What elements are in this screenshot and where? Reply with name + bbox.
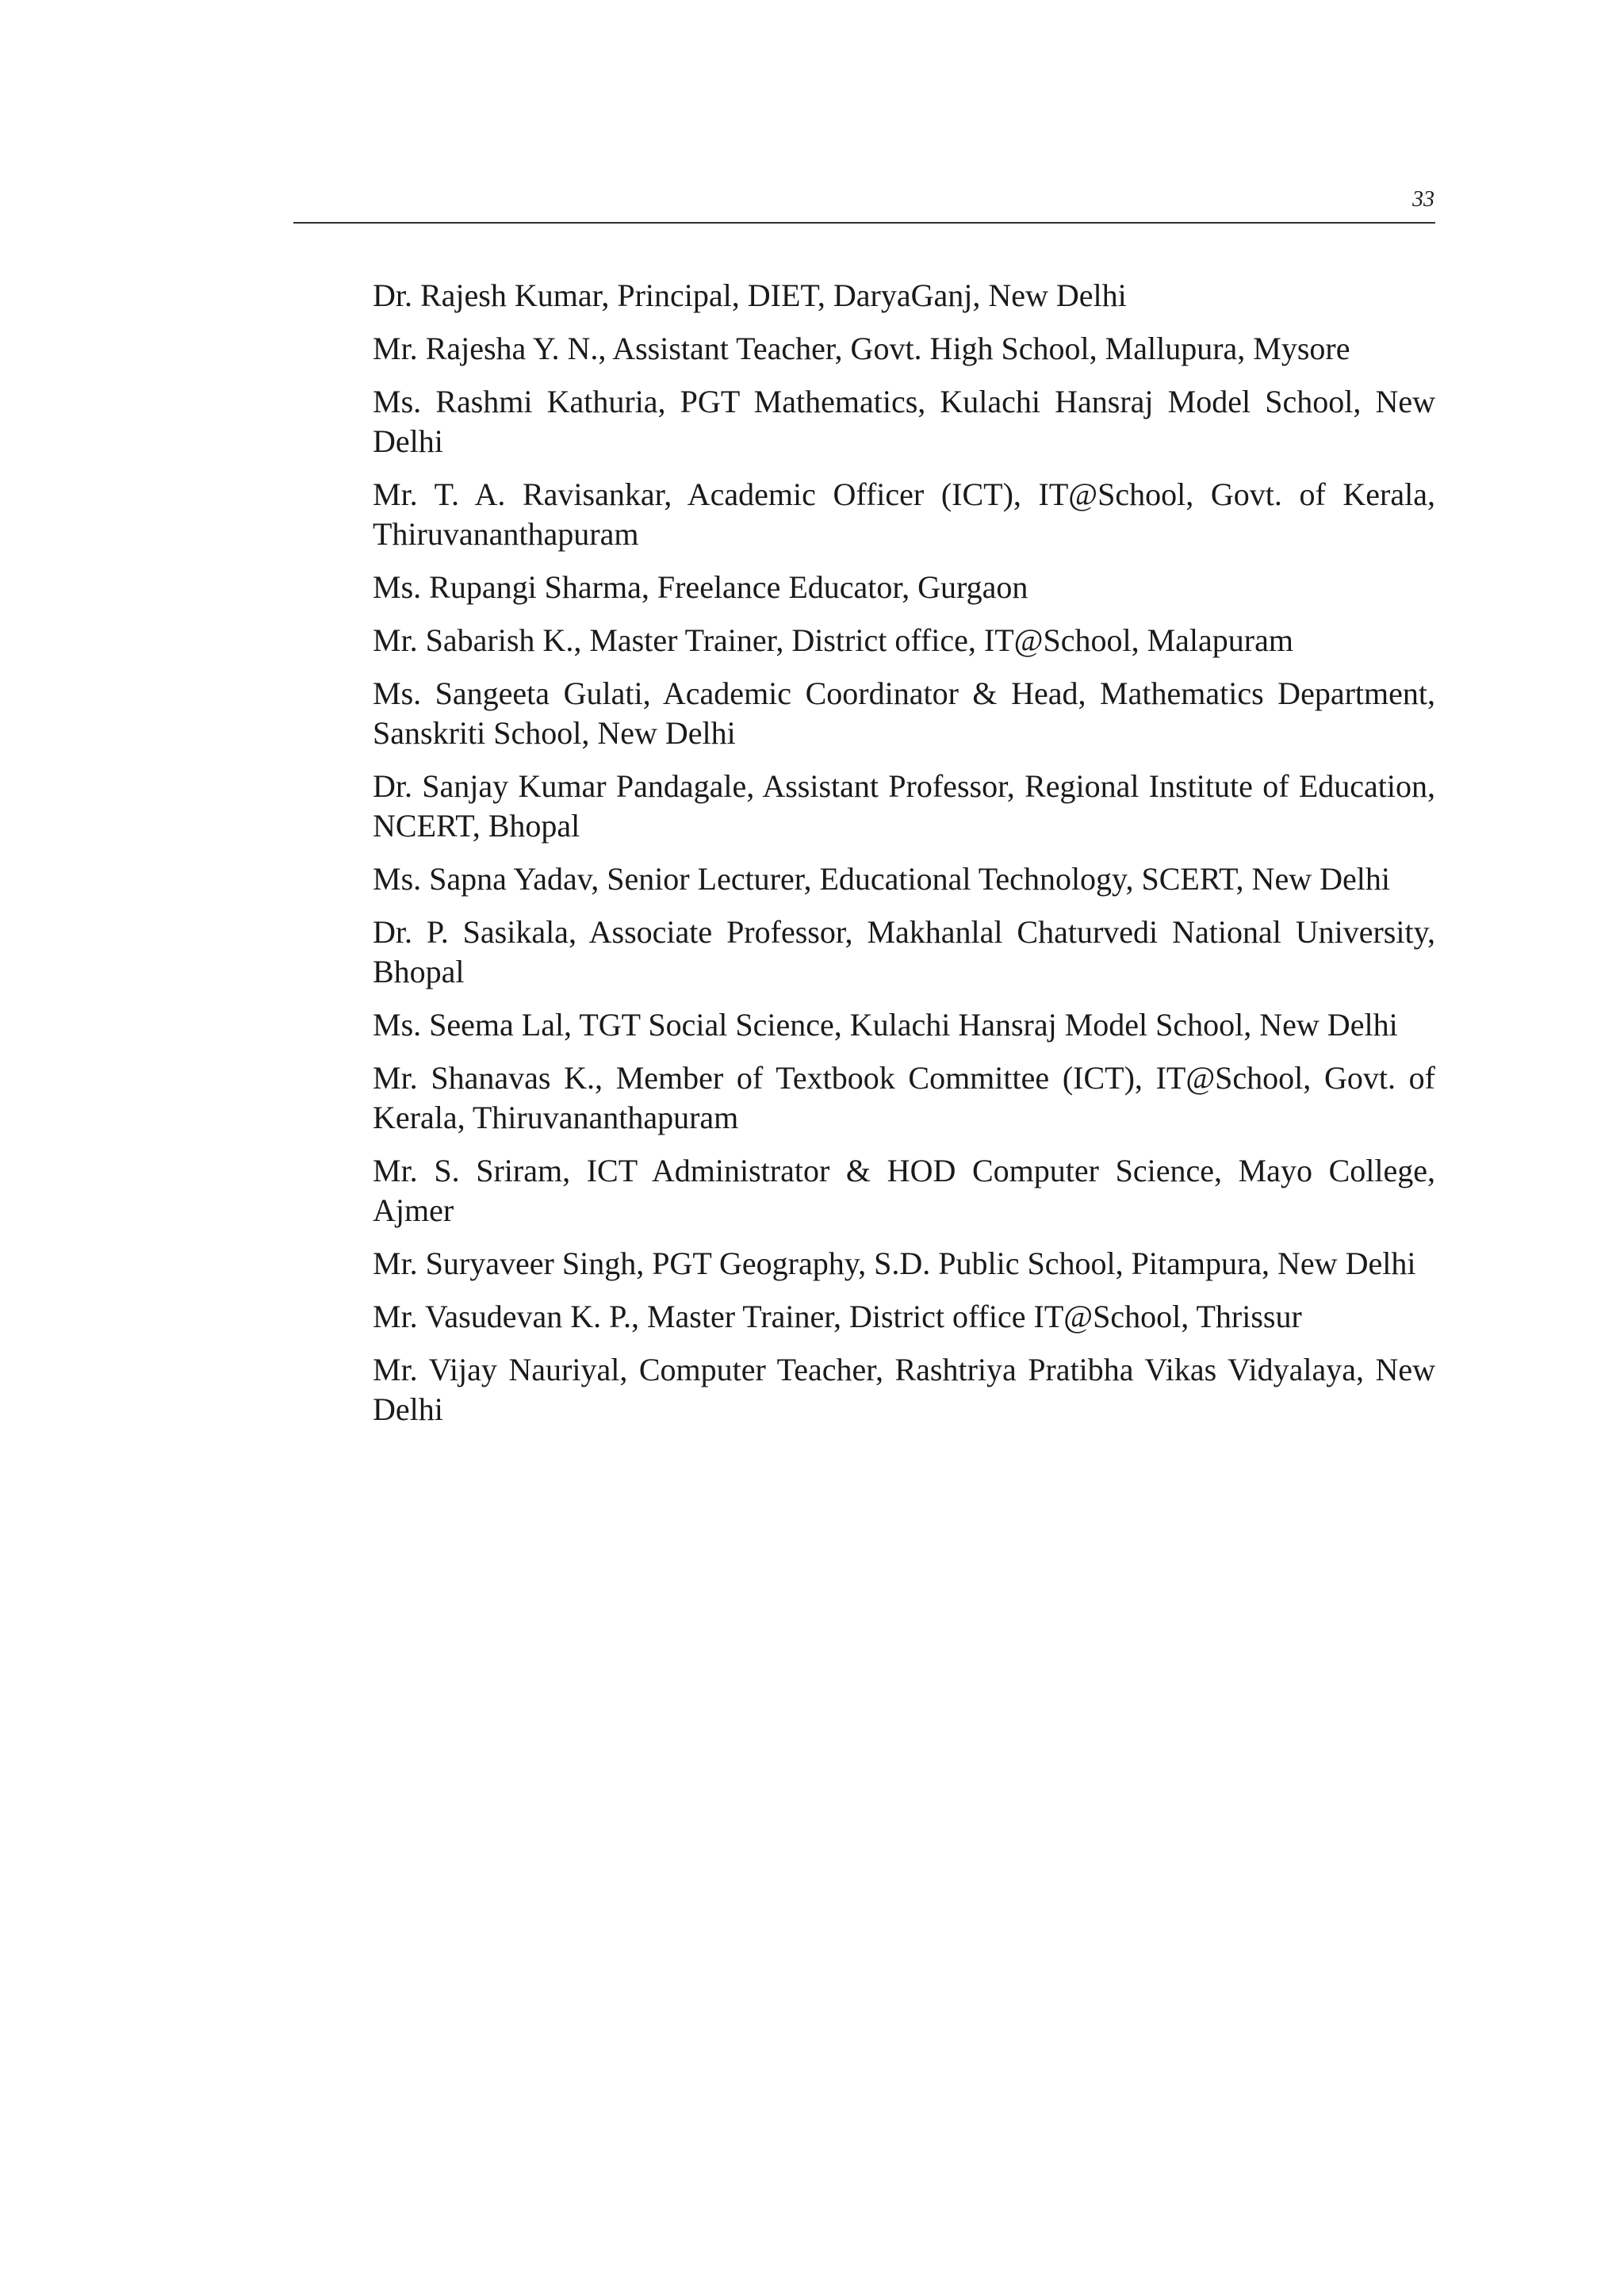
page-number: 33: [1412, 187, 1434, 212]
contributor-entry: Ms. Sapna Yadav, Senior Lecturer, Educational Technology, SCERT, New Delhi: [373, 861, 1390, 897]
contributor-list: [373, 276, 1435, 1443]
contributor-entry: Ms. Sangeeta Gulati, Academic Coordinator & Head, Mathematics Department, Sanskriti School, New Delhi: [373, 675, 1435, 751]
contributor-entry: Ms. Rashmi Kathuria, PGT Mathematics, Kulachi Hansraj Model School, New Delhi: [373, 384, 1435, 459]
header-rule: [293, 222, 1435, 224]
contributor-entry: Mr. Sabarish K., Master Trainer, District office, IT@School, Malapuram: [373, 622, 1293, 658]
contributor-entry: Mr. T. A. Ravisankar, Academic Officer (ICT), IT@School, Govt. of Kerala, Thiruvananthapuram: [373, 476, 1435, 552]
contributor-entry: Ms. Rupangi Sharma, Freelance Educator, Gurgaon: [373, 569, 1028, 605]
contributor-entry: Dr. P. Sasikala, Associate Professor, Makhanlal Chaturvedi National University, Bhopal: [373, 914, 1435, 989]
contributor-entry: Mr. Vasudevan K. P., Master Trainer, District office IT@School, Thrissur: [373, 1299, 1302, 1334]
contributor-entry: Dr. Rajesh Kumar, Principal, DIET, DaryaGanj, New Delhi: [373, 277, 1127, 313]
contributor-entry: Mr. S. Sriram, ICT Administrator & HOD Computer Science, Mayo College, Ajmer: [373, 1153, 1435, 1228]
contributor-entry: Mr. Suryaveer Singh, PGT Geography, S.D. Public School, Pitampura, New Delhi: [373, 1246, 1416, 1281]
contributor-entry: Mr. Vijay Nauriyal, Computer Teacher, Rashtriya Pratibha Vikas Vidyalaya, New Delhi: [373, 1352, 1435, 1427]
contributor-entry: Mr. Shanavas K., Member of Textbook Committee (ICT), IT@School, Govt. of Kerala, Thiruvananthapuram: [373, 1060, 1435, 1135]
contributor-entry: Ms. Seema Lal, TGT Social Science, Kulachi Hansraj Model School, New Delhi: [373, 1007, 1398, 1043]
contributor-entry: Dr. Sanjay Kumar Pandagale, Assistant Professor, Regional Institute of Education, NCERT, Bhopal: [373, 768, 1435, 844]
contributor-entry: Mr. Rajesha Y. N., Assistant Teacher, Govt. High School, Mallupura, Mysore: [373, 331, 1350, 366]
